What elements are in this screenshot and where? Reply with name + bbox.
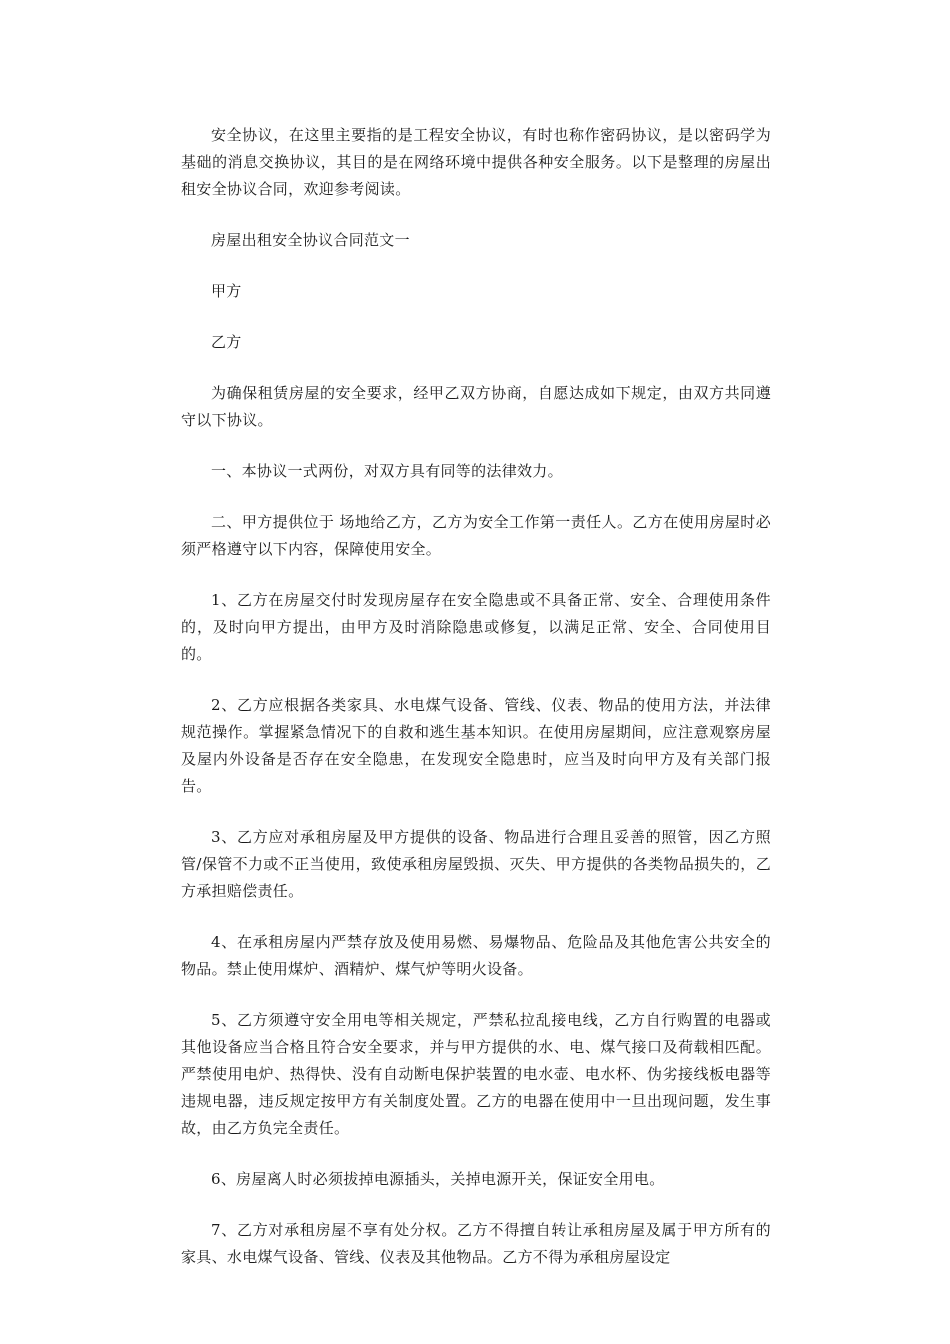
- section-title: 房屋出租安全协议合同范文一: [211, 231, 410, 249]
- document-page: [181, 122, 771, 1295]
- clause-1: 一、本协议一式两份，对双方具有同等的法律效力。: [211, 462, 563, 480]
- party-a-label: 甲方: [211, 282, 242, 300]
- sub-clause-7: 7、乙方对承租房屋不享有处分权。乙方不得擅自转让承租房屋及属于甲方所有的家具、水电煤气设备、管线、仪表及其他物品。乙方不得为承租房屋设定: [181, 1221, 771, 1266]
- sub-clause-2: 2、乙方应根据各类家具、水电煤气设备、管线、仪表、物品的使用方法，并法律规范操作。掌握紧急情况下的自救和逃生基本知识。在使用房屋期间，应注意观察房屋及屋内外设备是否存在安全隐患，在发现安全隐患时，应当及时向甲方及有关部门报告。: [181, 696, 771, 795]
- intro-paragraph: 安全协议，在这里主要指的是工程安全协议，有时也称作密码协议，是以密码学为基础的消息交换协议，其目的是在网络环境中提供各种安全服务。以下是整理的房屋出租安全协议合同，欢迎参考阅读。: [181, 126, 771, 198]
- sub-clause-4: 4、在承租房屋内严禁存放及使用易燃、易爆物品、危险品及其他危害公共安全的物品。禁止使用煤炉、酒精炉、煤气炉等明火设备。: [181, 933, 771, 978]
- sub-clause-5: 5、乙方须遵守安全用电等相关规定，严禁私拉乱接电线，乙方自行购置的电器或其他设备应当合格且符合安全要求，并与甲方提供的水、电、煤气接口及荷载相匹配。严禁使用电炉、热得快、没有自动断电保护装置的电水壶、电水杯、伪劣接线板电器等违规电器，违反规定按甲方有关制度处置。乙方的电器在使用中一旦出现问题，发生事故，由乙方负完全责任。: [181, 1011, 771, 1137]
- party-b-label: 乙方: [211, 333, 242, 351]
- preamble-paragraph: 为确保租赁房屋的安全要求，经甲乙双方协商，自愿达成如下规定，由双方共同遵守以下协议。: [181, 384, 771, 429]
- sub-clause-1: 1、乙方在房屋交付时发现房屋存在安全隐患或不具备正常、安全、合理使用条件的，及时向甲方提出，由甲方及时消除隐患或修复，以满足正常、安全、合同使用目的。: [181, 591, 771, 663]
- sub-clause-6: 6、房屋离人时必须拔掉电源插头，关掉电源开关，保证安全用电。: [211, 1170, 665, 1188]
- clause-2: 二、甲方提供位于 场地给乙方，乙方为安全工作第一责任人。乙方在使用房屋时必须严格遵守以下内容，保障使用安全。: [181, 513, 771, 558]
- sub-clause-3: 3、乙方应对承租房屋及甲方提供的设备、物品进行合理且妥善的照管，因乙方照管/保管不力或不正当使用，致使承租房屋毁损、灭失、甲方提供的各类物品损失的，乙方承担赔偿责任。: [181, 828, 771, 900]
